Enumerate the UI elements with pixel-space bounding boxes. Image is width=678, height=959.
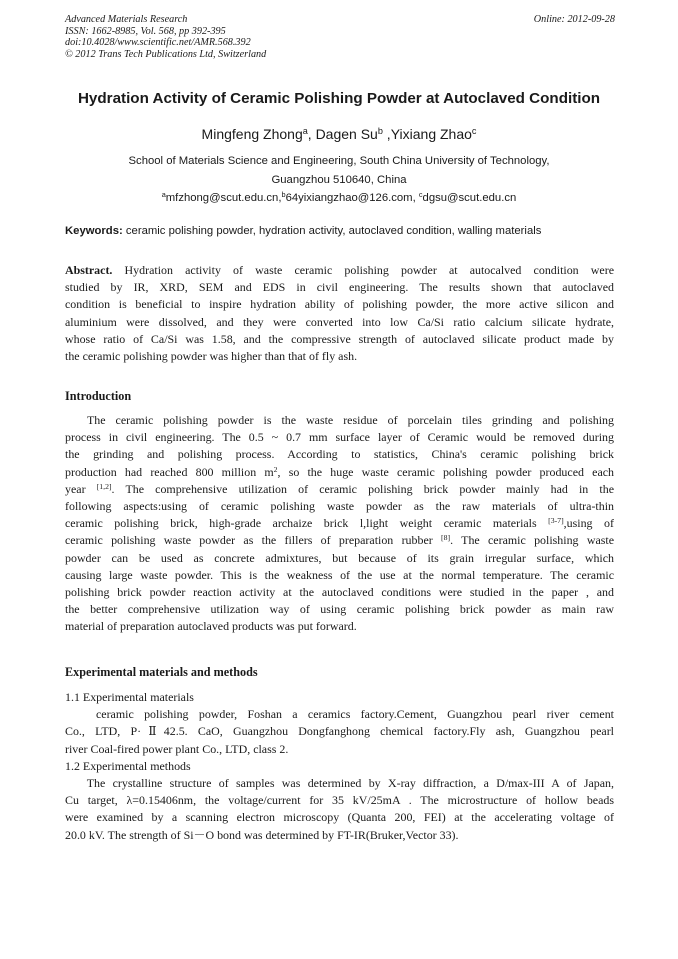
author-name: ,Yixiang Zhao xyxy=(382,126,472,142)
abstract-line: aluminium were dissolved, and they were converted into low Ca/Si ratio calcium silicate hydrate, xyxy=(65,314,614,329)
intro-line: powder can be used as concrete admixtures, but because of its grain irregular surface, which xyxy=(65,550,614,565)
intro-line: The ceramic polishing powder is the waste residue of porcelain tiles grinding and polishing xyxy=(87,413,614,427)
intro-line: process in civil engineering. The 0.5 ~ 0.7 mm surface layer of Ceramic would be removed during xyxy=(65,430,614,445)
intro-text: ceramic polishing waste powder as the fillers of preparation rubber xyxy=(65,533,442,548)
intro-line xyxy=(65,532,614,549)
email-line xyxy=(0,189,678,208)
methods-line: The crystalline structure of samples was determined by X-ray diffraction, a D/max-III A of Japan, xyxy=(65,775,614,790)
author-sup: b xyxy=(377,126,383,137)
intro-text: ,using of xyxy=(563,516,614,531)
affiliation xyxy=(0,152,678,208)
email-address: dgsu@scut.edu.cn xyxy=(422,192,517,204)
keywords xyxy=(65,225,541,237)
doi-line: doi:10.4028/www.scientific.net/AMR.568.392 xyxy=(65,37,251,49)
citation: [3-7] xyxy=(548,516,564,526)
journal-header xyxy=(65,14,266,60)
intro-text: year xyxy=(65,481,97,496)
author-list xyxy=(0,126,678,142)
journal-name: Advanced Materials Research xyxy=(65,14,188,25)
intro-text: . The comprehensive utilization of ceramic polishing brick powder mainly had in the xyxy=(111,481,614,496)
intro-text: . The ceramic polishing waste xyxy=(450,533,614,548)
intro-line xyxy=(65,464,614,481)
affiliation-line: Guangzhou 510640, China xyxy=(271,173,407,186)
intro-line: causing large waste powder. This is the weakness of the use at the normal temperature. The ceramic xyxy=(65,567,614,582)
introduction-body xyxy=(65,412,614,635)
intro-line: polishing brick powder reaction activity at the autoclaved conditions were studied in the paper , and xyxy=(65,584,614,599)
methods-body xyxy=(65,689,614,844)
intro-line: the better comprehensive utilization way of using ceramic polishing brick powder as main raw xyxy=(65,602,614,617)
subsection-heading: 1.1 Experimental materials xyxy=(65,690,194,704)
methods-line: were examined by a scanning electron microscopy (Quanta 200, FEI) at the accelerating voltage of xyxy=(65,810,614,825)
citation: [8] xyxy=(441,533,451,543)
abstract-line: studied by IR, XRD, SEM and EDS in civil engineering. The results shown that autoclaved xyxy=(65,280,614,295)
intro-text: production had reached 800 million m xyxy=(65,464,274,479)
abstract-line: the ceramic polishing powder was higher than that of fly ash. xyxy=(65,348,358,363)
intro-line: following aspects:using of ceramic polishing waste powder as the raw materials of ultra-thin xyxy=(65,498,614,513)
section-heading: Introduction xyxy=(65,389,132,403)
email-address: 64yixiangzhao@126.com, xyxy=(285,192,419,204)
abstract-text: Hydration activity of waste ceramic polishing powder at autocalved condition were xyxy=(112,263,614,277)
intro-text: , so the huge waste ceramic polishing powder produced each xyxy=(277,464,615,479)
keywords-label: Keywords: xyxy=(65,225,123,237)
citation: [1,2] xyxy=(96,481,112,491)
methods-line: ceramic polishing powder, Foshan a ceramics factory.Cement, Guangzhou pearl river cement xyxy=(65,707,614,722)
intro-line xyxy=(65,515,614,532)
author-sup: c xyxy=(471,126,477,137)
email-sup: c xyxy=(418,190,423,200)
author-name: Mingfeng Zhong xyxy=(201,126,303,142)
keywords-text: ceramic polishing powder, hydration activity, autoclaved condition, walling materials xyxy=(122,225,542,237)
abstract-label: Abstract. xyxy=(65,263,113,277)
author-sup: a xyxy=(302,126,308,137)
methods-line: 20.0 kV. The strength of Si－O bond was determined by FT-IR(Bruker,Vector 33). xyxy=(65,827,459,842)
intro-text: ceramic polishing brick, high-grade archaize brick l,light weight ceramic materials xyxy=(65,516,549,531)
copyright-line: © 2012 Trans Tech Publications Ltd, Switzerland xyxy=(65,48,267,60)
superscript: 2 xyxy=(273,464,278,474)
author-name: , Dagen Su xyxy=(307,126,378,142)
intro-line xyxy=(65,481,614,498)
methods-line: Co., LTD, P·Ⅱ42.5. CaO, Guangzhou Dongfanghong chemical factory.Fly ash, Guangzhou pearl xyxy=(65,724,614,739)
intro-line: the grinding and polishing process. According to statistics, China's ceramic polishing brick xyxy=(65,447,614,462)
abstract-line xyxy=(65,262,614,279)
methods-line: Cu target, λ=0.15406nm, the voltage/current for 35 kV/25mA . The microstructure of hollow beads xyxy=(65,793,614,808)
paper-title: Hydration Activity of Ceramic Polishing Powder at Autoclaved Condition xyxy=(77,90,601,107)
abstract xyxy=(65,262,614,365)
issn-line: ISSN: 1662-8985, Vol. 568, pp 392-395 xyxy=(65,25,226,37)
abstract-line: condition is beneficial to inspire hydration ability of polishing powder, the more active silicon and xyxy=(65,297,614,312)
email-address: mfzhong@scut.edu.cn, xyxy=(165,192,282,204)
section-heading: Experimental materials and methods xyxy=(65,665,258,679)
email-sup: a xyxy=(161,190,166,200)
email-sup: b xyxy=(281,190,286,200)
affiliation-line: School of Materials Science and Engineering, South China University of Technology, xyxy=(128,155,550,167)
subsection-heading: 1.2 Experimental methods xyxy=(65,758,191,773)
methods-line: river Coal-fired power plant Co., LTD, class 2. xyxy=(65,741,289,756)
abstract-line: whose ratio of Ca/Si was 1.58, and the compressive strength of autoclaved silicate product made by xyxy=(65,331,614,346)
intro-line: material of preparation autoclaved products was put forward. xyxy=(65,619,357,634)
online-date: Online: 2012-09-28 xyxy=(533,14,615,25)
